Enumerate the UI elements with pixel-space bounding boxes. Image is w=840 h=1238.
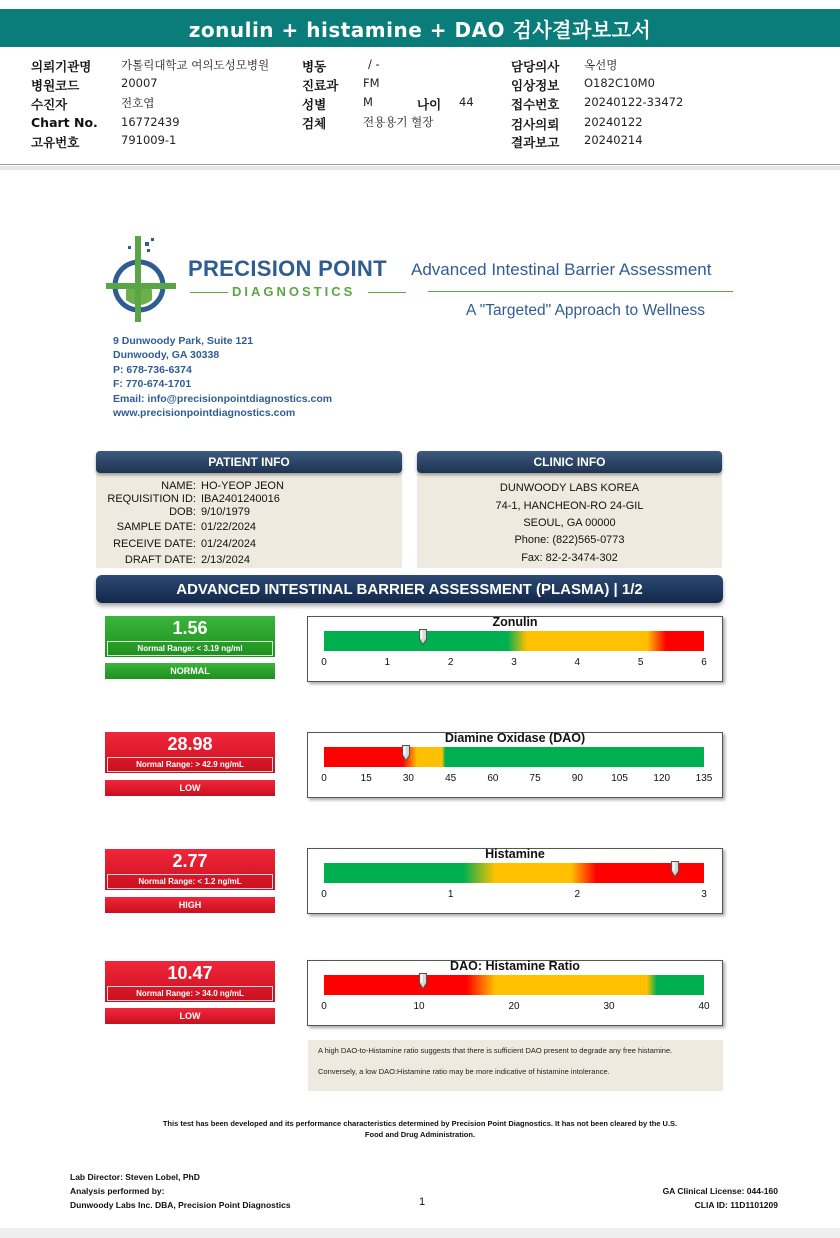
chart-tick-label: 10 [413, 1001, 425, 1012]
chart-gradient-bar [324, 863, 704, 883]
chart-title: Diamine Oxidase (DAO) [444, 731, 586, 745]
result-value: 1.56 [172, 618, 208, 638]
ratio-note [308, 1040, 723, 1091]
dao-chart [307, 732, 723, 798]
chart-tick-label: 30 [603, 1001, 615, 1012]
result-normal-range: Normal Range: < 1.2 ng/mL [107, 874, 273, 889]
header-value: 전용용기 혈장 [363, 115, 434, 129]
clinic-info-line: Phone: (822)565-0773 [514, 534, 625, 546]
result-status-badge: LOW [105, 1008, 275, 1024]
header-label: 결과보고 [511, 135, 560, 150]
result-value: 2.77 [172, 851, 208, 871]
header-label: 접수번호 [511, 97, 560, 112]
header-label: 임상정보 [511, 78, 560, 93]
header-label: Chart No. [31, 115, 98, 130]
result-value-box [105, 849, 275, 890]
header-value: 16772439 [121, 115, 180, 129]
patient-info-value: 01/22/2024 [201, 521, 257, 533]
result-status-badge: NORMAL [105, 663, 275, 679]
header-label: 수진자 [31, 97, 68, 112]
chart-value-marker-icon [671, 861, 679, 877]
header-value: 20240122 [584, 115, 643, 129]
disclaimer-line: Food and Drug Administration. [364, 1130, 476, 1139]
header-value: M [363, 95, 373, 109]
chart-tick-label: 15 [360, 773, 372, 784]
chart-tick-label: 0 [321, 1001, 327, 1012]
patient-info-label: RECEIVE DATE: [113, 538, 196, 550]
header-label: 검체 [302, 116, 327, 131]
result-status-badge: LOW [105, 780, 275, 796]
chart-tick-label: 3 [511, 657, 517, 668]
lab-director: Lab Director: Steven Lobel, PhD [70, 1172, 200, 1182]
patient-info-value: 2/13/2024 [201, 554, 250, 566]
chart-value-marker-icon [402, 745, 410, 761]
chart-tick-label: 40 [698, 1001, 710, 1012]
header-value: O182C10M0 [584, 76, 655, 90]
chart-tick-label: 0 [321, 657, 327, 668]
performed-by-label: Analysis performed by: [70, 1186, 165, 1196]
divider [428, 291, 733, 292]
clinic-info-line: 74-1, HANCHEON-RO 24-GIL [495, 500, 644, 512]
chart-tick-label: 2 [574, 889, 581, 900]
header-label: 담당의사 [511, 59, 560, 74]
address-phone: P: 678-736-6374 [113, 364, 192, 376]
clia-id: CLIA ID: 11D1101209 [694, 1200, 778, 1210]
address-line: Dunwoody, GA 30338 [113, 349, 220, 361]
chart-tick-label: 6 [701, 657, 707, 668]
chart-tick-label: 5 [637, 657, 644, 668]
chart-gradient-bar [324, 631, 704, 651]
clinic-info-line: Fax: 82-2-3474-302 [521, 552, 618, 564]
chart-tick-label: 135 [695, 773, 713, 784]
patient-info-value: HO-YEOP JEON [201, 480, 284, 492]
brand-slogan: A "Targeted" Approach to Wellness [466, 302, 706, 319]
chart-tick-label: 20 [508, 1001, 520, 1012]
clinic-info-line: SEOUL, GA 00000 [523, 517, 616, 529]
chart-tick-label: 3 [701, 889, 707, 900]
brand-sub: DIAGNOSTICS [232, 284, 356, 299]
address-email[interactable]: Email: info@precisionpointdiagnostics.com [113, 393, 333, 405]
header-value: 791009-1 [121, 133, 177, 147]
header-label: 고유번호 [31, 135, 80, 150]
address-website[interactable]: www.precisionpointdiagnostics.com [113, 407, 296, 419]
header-value: 20007 [121, 76, 158, 90]
patient-info-label: DRAFT DATE: [124, 554, 196, 566]
chart-tick-label: 105 [611, 773, 628, 784]
result-value-box [105, 616, 275, 657]
header-label: 진료과 [302, 78, 339, 93]
histamine-chart [307, 848, 723, 914]
ga-license: GA Clinical License: 044-160 [662, 1186, 778, 1196]
header-label: 검사의뢰 [511, 117, 560, 132]
note-line: Conversely, a low DAO:Histamine ratio may be more indicative of histamine intolerance. [318, 1067, 610, 1076]
chart-tick-label: 120 [653, 773, 671, 784]
header-label: 병원코드 [31, 78, 80, 93]
result-value-box [105, 961, 275, 1002]
header-value: / - [368, 57, 380, 71]
divider [0, 166, 840, 170]
divider [368, 292, 406, 293]
chart-tick-label: 4 [574, 657, 581, 668]
report-title: zonulin + histamine + DAO 검사결과보고서 [0, 9, 840, 47]
result-status-badge: HIGH [105, 897, 275, 913]
patient-info-label: REQUISITION ID: [107, 493, 196, 505]
section-title: ADVANCED INTESTINAL BARRIER ASSESSMENT (PLASMA) | 1/2 [96, 575, 723, 603]
chart-gradient-bar [324, 975, 704, 995]
dao-histamine-ratio-chart [307, 960, 723, 1026]
chart-title: DAO: Histamine Ratio [450, 959, 580, 973]
address-line: 9 Dunwoody Park, Suite 121 [113, 335, 254, 347]
chart-tick-label: 90 [571, 773, 583, 784]
precision-point-logo-icon [104, 232, 178, 324]
result-value: 28.98 [167, 734, 213, 754]
chart-value-marker-icon [419, 629, 427, 645]
result-value: 10.47 [167, 963, 213, 983]
note-line: A high DAO-to-Histamine ratio suggests that there is sufficient DAO present to degrade any free histamine. [318, 1046, 673, 1055]
chart-tick-label: 75 [529, 773, 541, 784]
clinic-info-header: CLINIC INFO [417, 451, 722, 473]
header-value: 20240122-33472 [584, 95, 684, 109]
page-number: 1 [419, 1196, 426, 1208]
result-normal-range: Normal Range: > 34.0 ng/mL [107, 986, 273, 1001]
patient-info-label: DOB: [169, 506, 196, 518]
header-value: 44 [459, 95, 474, 109]
chart-value-marker-icon [419, 973, 427, 989]
header-value: FM [363, 76, 380, 90]
report-header [0, 52, 840, 165]
patient-info-value: IBA2401240016 [201, 493, 280, 505]
result-normal-range: Normal Range: > 42.9 ng/mL [107, 757, 273, 772]
disclaimer-line: This test has been developed and its performance characteristics determined by Precision Point Diagnostics. It has not been cleared by the U.S. [162, 1119, 678, 1128]
divider [0, 1228, 840, 1238]
chart-tick-label: 30 [402, 773, 414, 784]
brand-tagline: Advanced Intestinal Barrier Assessment [411, 260, 712, 279]
header-label: 의뢰기관명 [31, 59, 92, 74]
divider [190, 292, 228, 293]
patient-info-label: SAMPLE DATE: [116, 521, 196, 533]
header-value: 20240214 [584, 133, 643, 147]
chart-gradient-bar [324, 747, 704, 767]
chart-tick-label: 1 [447, 889, 454, 900]
patient-info-header: PATIENT INFO [96, 451, 402, 473]
header-label: 병동 [302, 59, 327, 74]
result-value-box [105, 732, 275, 773]
header-label: 성별 [302, 97, 327, 112]
clinic-info-line: DUNWOODY LABS KOREA [499, 482, 640, 494]
chart-title: Histamine [485, 847, 545, 861]
chart-tick-label: 0 [321, 889, 327, 900]
patient-info-label: NAME: [161, 480, 196, 492]
chart-tick-label: 60 [487, 773, 499, 784]
chart-tick-label: 45 [445, 773, 457, 784]
result-normal-range: Normal Range: < 3.19 ng/ml [107, 641, 273, 656]
patient-info-value: 9/10/1979 [201, 506, 250, 518]
address-fax: F: 770-674-1701 [113, 378, 192, 390]
header-value: 전호엽 [121, 96, 155, 110]
chart-title: Zonulin [492, 615, 538, 629]
patient-info-value: 01/24/2024 [201, 538, 257, 550]
header-label: 나이 [417, 97, 442, 112]
chart-tick-label: 1 [384, 657, 391, 668]
header-value: 가톨릭대학교 여의도성모병원 [121, 58, 270, 72]
brand-name: PRECISION POINT [188, 256, 387, 281]
performer: Dunwoody Labs Inc. DBA, Precision Point Diagnostics [70, 1200, 291, 1210]
chart-tick-label: 2 [447, 657, 454, 668]
header-value: 옥선명 [584, 58, 618, 72]
zonulin-chart [307, 616, 723, 682]
chart-tick-label: 0 [321, 773, 327, 784]
